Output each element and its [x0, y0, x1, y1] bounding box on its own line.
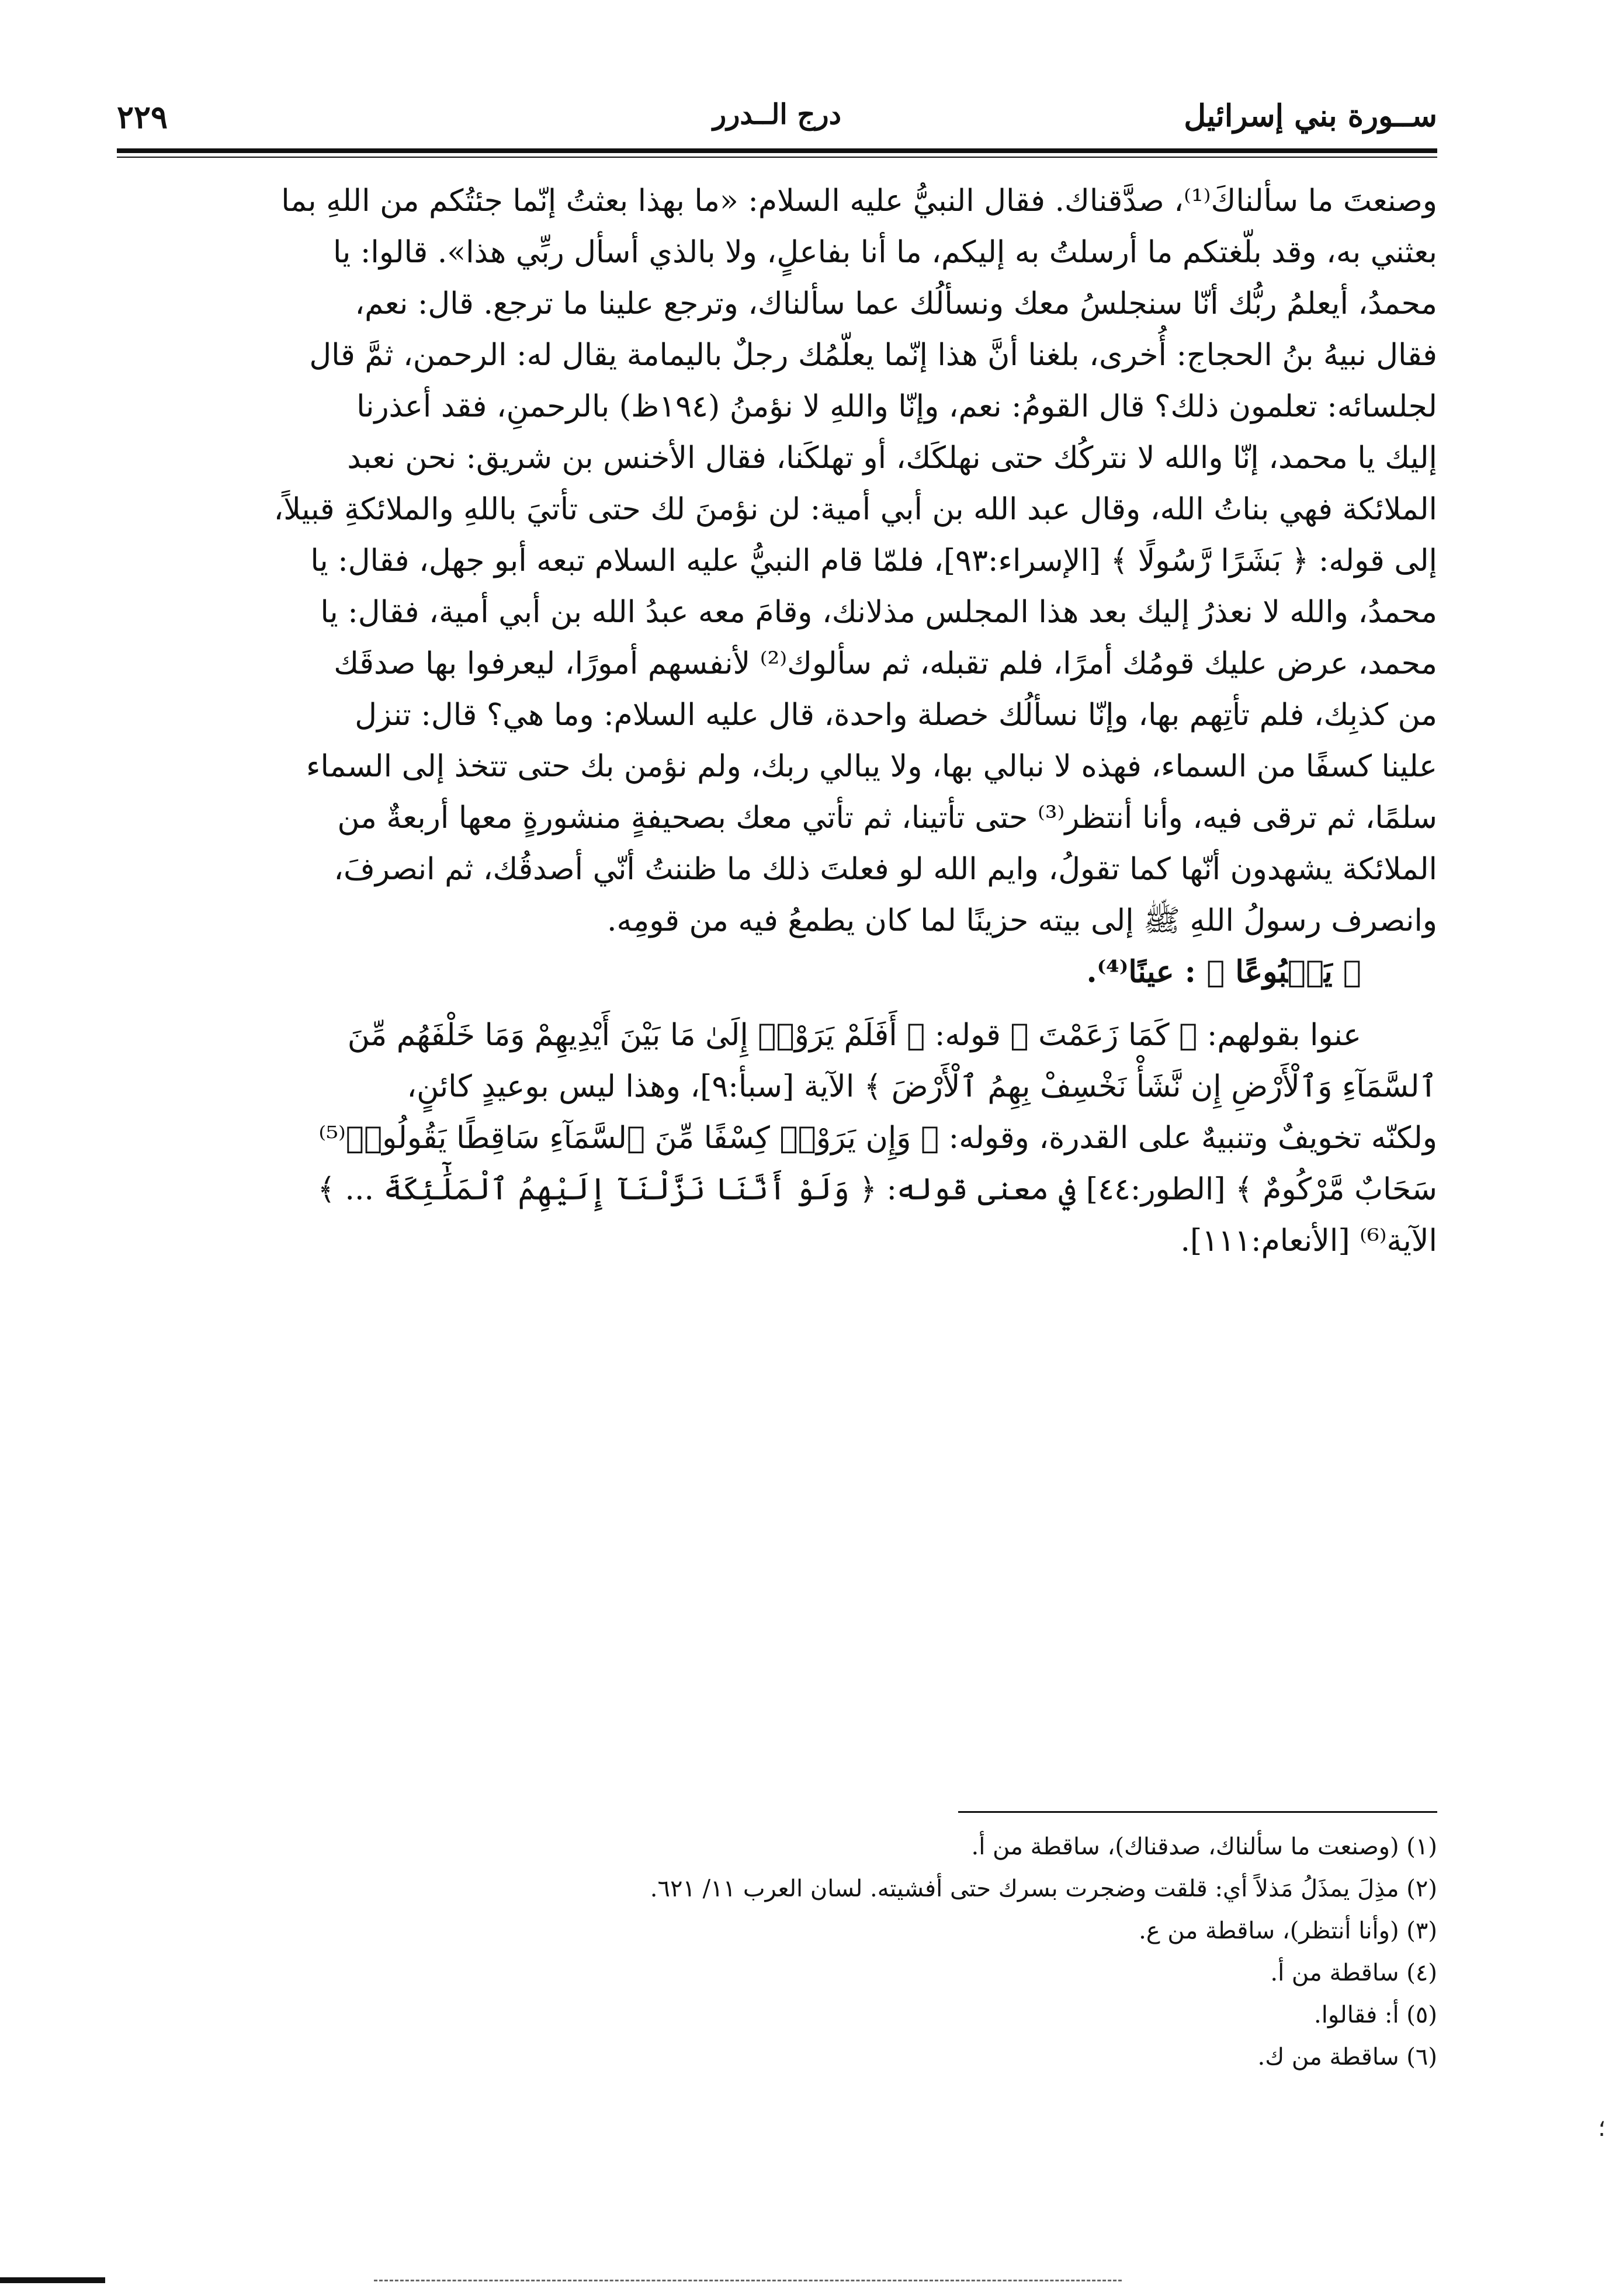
body-line: فقال نبيهُ بنُ الحجاج: أُخرى، بلغنا أنَّ هذا إنّما يعلّمُك رجلٌ باليمامة يقال له: الرحمن، ثمَّ قال	[309, 338, 1437, 373]
body-line: محمدُ، والله لا نعذرُ إليك بعد هذا المجلس مذلانك، وقامَ معه عبدُ الله بن أبي أمية، فقال: يا	[320, 595, 1437, 630]
footnote: (٢) مذِلَ يمذَلُ مَذلاً أي: قلقت وضجرت بسرك حتى أفشيته. لسان العرب ١١/ ٦٢١.	[650, 1875, 1437, 1902]
page-number: ٢٢٩	[117, 98, 168, 136]
body-line: إليك يا محمد، إنّا والله لا نتركُك حتى نهلكَك، أو تهلكَنا، فقال الأخنس بن شريق: نحن نعبد	[347, 441, 1437, 476]
header-book-title: درج الــدرر	[713, 98, 841, 131]
body-line: إلى قوله: ﴿ بَشَرًا رَّسُولًا ﴾ [الإسراء:٩٣]، فلمّا قام النبيُّ عليه السلام تبعه أبو جهل، فقال: يا	[310, 543, 1437, 578]
footnote: (٥) أ: فقالوا.	[1314, 2002, 1437, 2028]
page-header	[117, 98, 1437, 145]
body-line: محمدُ، أيعلمُ ربُّك أنّا سنجلسُ معك ونسألُك عما سألناك، وترجع علينا ما ترجع. قال: نعم،	[355, 286, 1437, 321]
body-line: وانصرف رسولُ اللهِ ﷺ إلى بيته حزينًا لما كان يطمعُ فيه من قومِه.	[606, 903, 1437, 938]
body-line: من كذبِك، فلم تأتِهم بها، وإنّا نسألُك خصلة واحدة، قال عليه السلام: وما هي؟ قال: تنزل	[355, 698, 1437, 733]
header-surah-title: ســورة بني إسرائيل	[1184, 98, 1437, 134]
footnote-rule	[958, 1811, 1437, 1813]
para2-line: ٱلسَّمَآءِ وَٱلْأَرْضِ إِن نَّشَأْ نَخْسِفْ بِهِمُ ٱلْأَرْضَ ﴾ الآية [سبأ:٩]، وهذا ليس بوعيدٍ كائنٍ،	[407, 1069, 1437, 1104]
body-line: سلمًا، ثم ترقى فيه، وأنا أنتظر⁽³⁾ حتى تأتينا، ثم تأتي معك بصحيفةٍ منشورةٍ معها أربعةٌ من	[337, 800, 1437, 835]
body-line: محمد، عرض عليك قومُك أمرًا، فلم تقبله، ثم سألوك⁽²⁾ لأنفسهم أمورًا، ليعرفوا بها صدقَك	[334, 646, 1437, 681]
footnote: (٤) ساقطة من أ.	[1270, 1959, 1437, 1986]
footnote: (٦) ساقطة من ك.	[1257, 2044, 1437, 2070]
body-line: بعثني به، وقد بلّغتكم ما أرسلتُ به إليكم، ما أنا بفاعلٍ، ولا بالذي أسأل ربِّي هذا». قالوا: يا	[333, 235, 1437, 270]
para2-line: سَحَابٌ مَّرْكُومٌ ﴾ [الطور:٤٤] في معنى قوله: ﴿ وَلَوْ أَنَّنَا نَزَّلْنَآ إِلَيْهِمُ ٱلْمَلَٰٓئِكَةَ ... ﴾	[317, 1172, 1437, 1207]
edge-scan-mark: ؛	[1598, 2115, 1605, 2142]
yanbu-gloss: ﴿ يَنۢبُوعًا ﴾ : عينًا⁽⁴⁾.	[1086, 954, 1361, 990]
para2-line: ولكنّه تخويفٌ وتنبيهٌ على القدرة، وقوله: ﴿ وَإِن يَرَوْا۟ كِسْفًا مِّنَ ٱلسَّمَآءِ سَاقِطًا يَقُولُوا۟⁽⁵⁾	[318, 1121, 1437, 1156]
body-line: علينا كسفًا من السماء، فهذه لا نبالي بها، ولا يبالي ربك، ولم نؤمن بك حتى تتخذ إلى السماء	[306, 749, 1437, 784]
para2-line: الآية⁽⁶⁾ [الأنعام:١١١].	[1180, 1223, 1437, 1258]
paragraph-gap	[117, 998, 1437, 1010]
body-line: الملائكة يشهدون أنّها كما تقولُ، وايم الله لو فعلتَ ذلك ما ظننتُ أنّي أصدقُك، ثم انصرفَ،	[334, 852, 1437, 887]
para2-line: عنوا بقولهم: ﴿ كَمَا زَعَمْتَ ﴾ قوله: ﴿ أَفَلَمْ يَرَوْا۟ إِلَىٰ مَا بَيْنَ أَيْدِيهِمْ وَمَا خَلْفَهُم مِّنَ	[347, 1018, 1361, 1053]
bottom-scan-mark	[0, 2277, 105, 2283]
body-line: لجلسائه: تعلمون ذلك؟ قال القومُ: نعم، وإنّا واللهِ لا نؤمنُ (١٩٤ظ) بالرحمنِ، فقد أعذرنا	[356, 389, 1437, 424]
header-rule-thin	[117, 157, 1437, 158]
footnote: (١) (وصنعت ما سألناك، صدقناك)، ساقطة من أ.	[971, 1833, 1437, 1860]
bottom-dashed-line	[374, 2280, 1122, 2281]
body-line: الملائكة فهي بناتُ الله، وقال عبد الله بن أبي أمية: لن نؤمنَ لك حتى تأتيَ باللهِ والملائكةِ قبيلاً،	[273, 492, 1437, 527]
main-text	[117, 175, 1437, 1267]
header-rule	[117, 148, 1437, 153]
body-line: وصنعتَ ما سألناكَ⁽¹⁾، صدَّقناك. فقال النبيُّ عليه السلام: «ما بهذا بعثتُ إنّما جئتُكم من اللهِ بما	[281, 183, 1437, 218]
footnotes	[117, 1826, 1437, 2078]
footnote: (٣) (وأنا أنتظر)، ساقطة من ع.	[1139, 1917, 1437, 1944]
